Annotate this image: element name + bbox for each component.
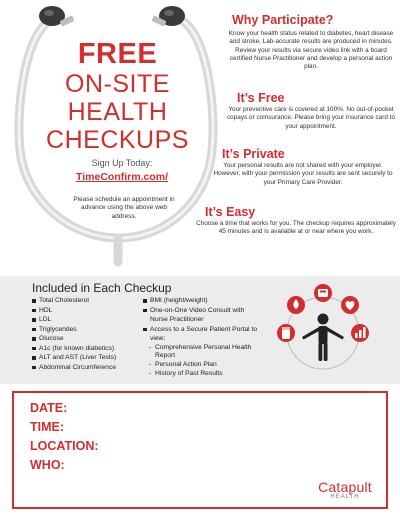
list-item: LDL <box>32 315 137 325</box>
hero-title-onsite: ON-SITE <box>65 70 170 99</box>
list-item: BMI (height/weight) <box>143 296 263 306</box>
section-heading-easy: It’s Easy <box>205 205 256 219</box>
included-panel <box>0 276 400 384</box>
drop-icon <box>287 296 305 314</box>
included-list-left <box>32 296 137 372</box>
portal-sublist <box>143 344 263 379</box>
catapult-logo <box>310 479 380 500</box>
chart-icon <box>351 324 369 342</box>
section-heading-private: It’s Private <box>222 147 285 161</box>
person-icon <box>302 314 344 362</box>
list-item: HDL <box>32 306 137 316</box>
logo-wordmark: Catapult <box>318 479 372 495</box>
section-heading-why: Why Participate? <box>232 13 334 27</box>
list-item: Total Cholesterol <box>32 296 137 306</box>
list-item: Glucose <box>32 334 137 344</box>
hero-title-health: HEALTH <box>67 98 168 127</box>
location-label: LOCATION: <box>30 439 99 453</box>
sublist-item: - Comprehensive Personal Health Report <box>155 344 263 362</box>
list-item: A1c (for known diabetics) <box>32 344 137 354</box>
included-title: Included in Each Checkup <box>32 281 172 295</box>
health-icons-illustration <box>268 281 378 376</box>
list-item: Abdominal Circumference <box>32 363 137 373</box>
list-item: Access to a Secure Patient Portal to view: <box>143 325 263 344</box>
hero-title <box>30 38 205 154</box>
section-body-easy: Choose a time that works for you. The checkup requires approximately 45 minutes and is available at or near where you work. <box>196 220 396 236</box>
heart-icon <box>341 296 359 314</box>
signup-link[interactable]: TimeConfirm.com/ <box>76 171 168 183</box>
hero-title-free: FREE <box>77 38 158 70</box>
who-label: WHO: <box>30 458 65 472</box>
section-body-private: Your personal results are not shared with your employer. However, with your permission your results are sent securely to your Primary Care Provider. <box>213 162 393 186</box>
list-item: ALT and AST (Liver Tests) <box>32 353 137 363</box>
time-label: TIME: <box>30 420 65 434</box>
list-item: Triglycerides <box>32 325 137 335</box>
section-body-why: Know your health status related to diabetes, heart disease and stroke. Lab-accurate results are produced in minutes. Review your results via secure video link with a board certified Nurse Practitioner and develop a personal action plan. <box>228 30 394 71</box>
list-item: One-on-One Video Consult with Nurse Practitioner <box>143 306 263 325</box>
scale-icon <box>314 284 332 302</box>
signup-label: Sign Up Today: <box>91 158 153 168</box>
included-list-right <box>143 296 263 379</box>
sublist-item: - Personal Action Plan <box>155 361 263 370</box>
medicine-icon <box>277 324 295 342</box>
section-body-free: Your preventive care is covered at 100%. No out-of-pocket copays or coinsurance. Please bring your insurance card to your appointment. <box>226 106 396 130</box>
date-label: DATE: <box>30 401 68 415</box>
sublist-item: - History of Past Results <box>155 370 263 379</box>
logo-subtext: HEALTH <box>330 494 360 500</box>
section-heading-free: It’s Free <box>237 91 285 105</box>
hero-title-checkups: CHECKUPS <box>46 126 189 155</box>
signup-note: Please schedule an appointment in advance using the above web address. <box>73 196 175 220</box>
